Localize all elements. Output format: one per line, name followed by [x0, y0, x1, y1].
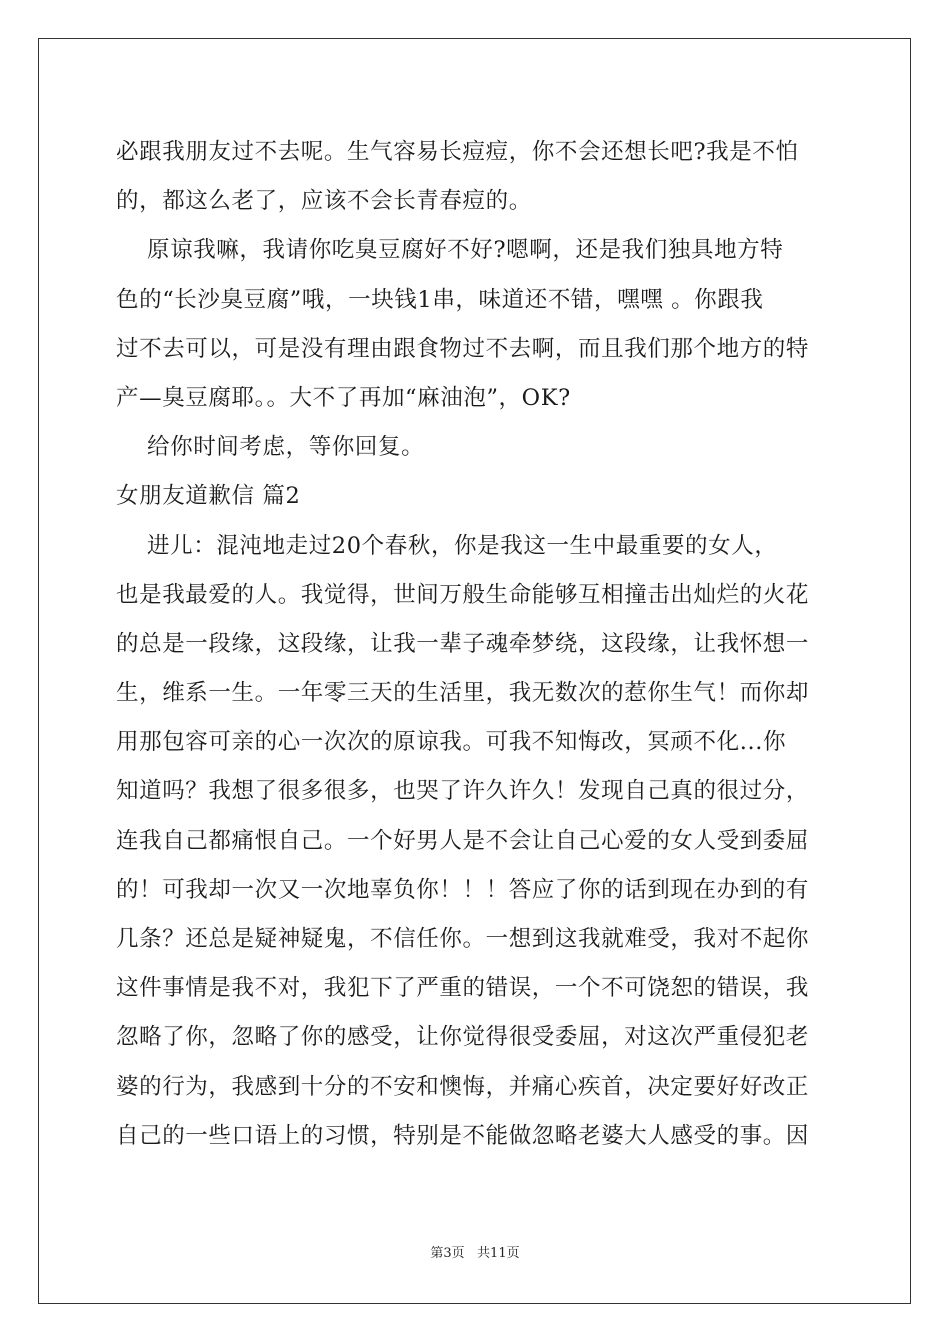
text-line: 忽略了你，忽略了你的感受，让你觉得很受委屈，对这次严重侵犯老 [116, 1024, 810, 1051]
section-heading: 女朋友道歉信 篇2 [116, 483, 301, 510]
text-line: 的！可我却一次又一次地辜负你！！！答应了你的话到现在办到的有 [116, 876, 810, 903]
text-line: 婆的行为，我感到十分的不安和懊悔，并痛心疾首，决定要好好改正 [116, 1073, 810, 1100]
text-line: 这件事情是我不对，我犯下了严重的错误，一个不可饶恕的错误，我 [116, 975, 810, 1002]
text-line: 自己的一些口语上的习惯，特别是不能做忽略老婆大人感受的事。因 [116, 1122, 810, 1149]
text-line: 给你时间考虑，等你回复。 [116, 434, 425, 461]
text-line: 知道吗？我想了很多很多，也哭了许久许久！发现自己真的很过分， [116, 778, 810, 805]
text-line: 色的“长沙臭豆腐”哦，一块钱1串，味道还不错，嘿嘿 。你跟我 [116, 286, 764, 313]
text-line: 产—臭豆腐耶。。大不了再加“麻油泡”，OK? [116, 384, 571, 411]
text-line: 的总是一段缘，这段缘，让我一辈子魂牵梦绕，这段缘，让我怀想一 [116, 630, 810, 657]
text-line: 几条？还总是疑神疑鬼，不信任你。一想到这我就难受，我对不起你 [116, 926, 810, 952]
text-line: 过不去可以，可是没有理由跟食物过不去啊，而且我们那个地方的特 [116, 335, 810, 362]
text-line: 进儿：混沌地走过20个春秋，你是我这一生中最重要的女人， [116, 532, 778, 559]
text-line: 也是我最爱的人。我觉得，世间万般生命能够互相撞击出灿烂的火花 [116, 581, 810, 608]
text-line: 原谅我嘛，我请你吃臭豆腐好不好?嗯啊，还是我们独具地方特 [116, 237, 784, 264]
page-number-footer: 第3页 共11页 [430, 1246, 520, 1261]
document-body [116, 128, 836, 1161]
text-line: 用那包容可亲的心一次次的原谅我。可我不知悔改，冥顽不化...你 [116, 729, 787, 756]
text-line: 的，都这么老了，应该不会长青春痘的。 [116, 188, 532, 215]
text-line: 生，维系一生。一年零三天的生活里，我无数次的惹你生气！而你却 [116, 680, 810, 707]
text-line: 必跟我朋友过不去呢。生气容易长痘痘，你不会还想长吧?我是不怕 [116, 139, 799, 165]
text-line: 连我自己都痛恨自己。一个好男人是不会让自己心爱的女人受到委屈 [116, 827, 810, 854]
